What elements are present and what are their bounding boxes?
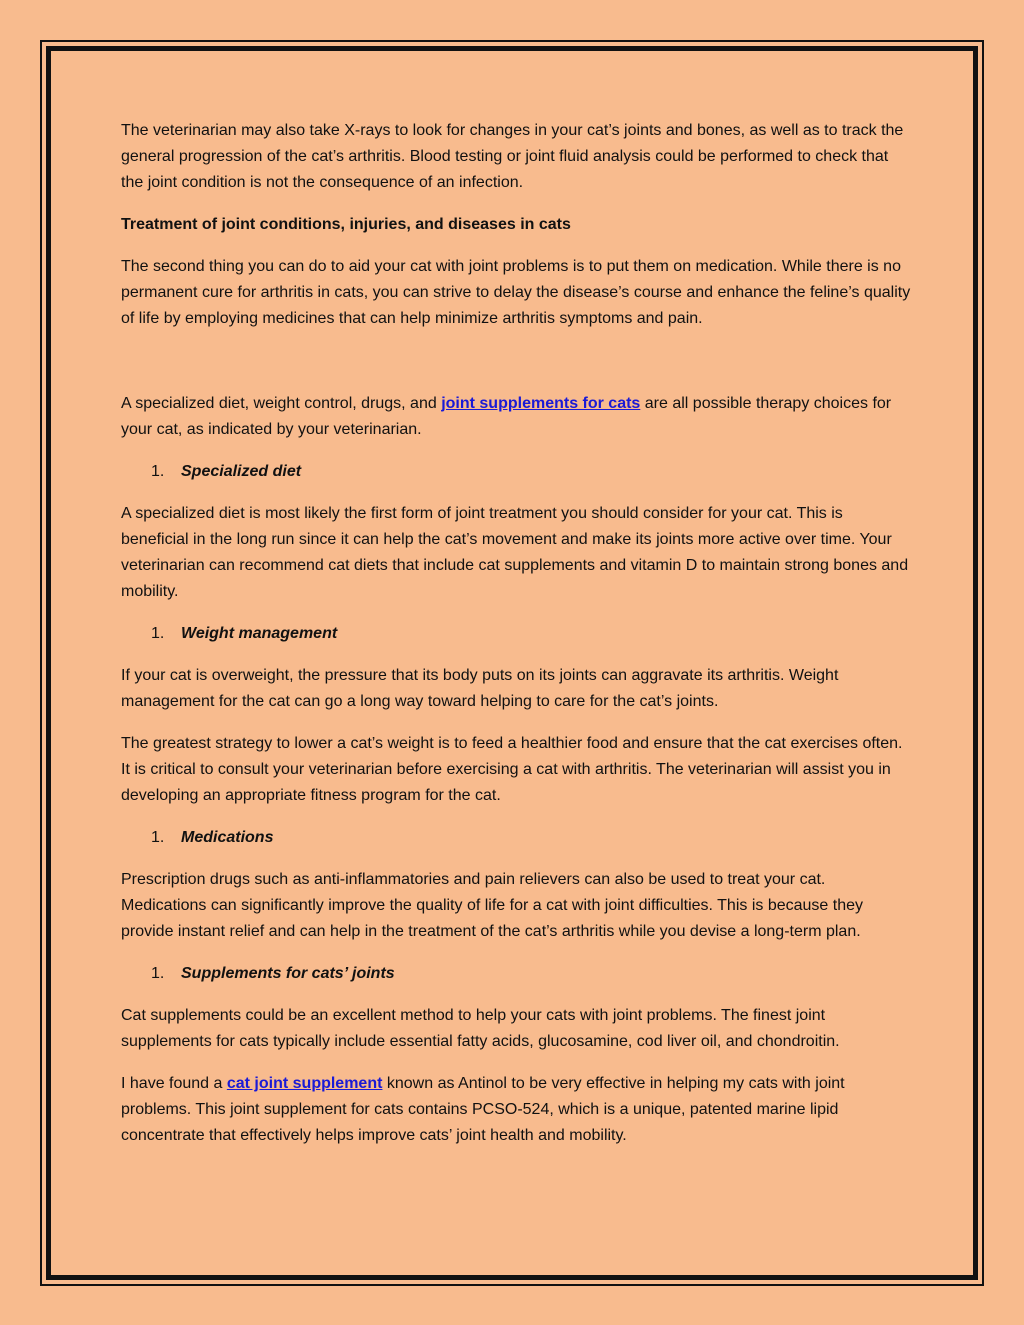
list-number: 1. [151,965,165,982]
document-body [121,118,911,1165]
antinol-text-before: I have found a [121,1075,227,1092]
paragraph-antinol [121,1071,911,1149]
paragraph-therapy-choices [121,391,911,443]
list-label: Specialized diet [181,463,302,480]
list-number: 1. [151,463,165,480]
antinol-text-after: known as Antinol to be very effective in helping my cats with joint problems. This joint supplement for cats contains PCSO-524, which is a unique, patented marine lipid concentrate that effectively helps improve cats’ joint health and mobility. [121,1075,845,1144]
list-item-medications [121,825,911,851]
list-item-supplements [121,961,911,987]
list-item-specialized-diet [121,459,911,485]
joint-supplements-link[interactable]: joint supplements for cats [441,395,641,412]
list-label: Supplements for cats’ joints [181,965,395,982]
list-number: 1. [151,829,165,846]
list-item-weight-management [121,621,911,647]
paragraph-overweight: If your cat is overweight, the pressure that its body puts on its joints can aggravate its arthritis. Weight management for the cat can go a long way toward helping to care for the cat’s joints. [121,667,839,710]
paragraph-weight-strategy: The greatest strategy to lower a cat’s weight is to feed a healthier food and ensure that the cat exercises often. It is critical to consult your veterinarian before exercising a cat with arthritis. The veterinarian will assist you in developing an appropriate fitness program for the cat. [121,735,903,804]
list-number: 1. [151,625,165,642]
paragraph-specialized-diet: A specialized diet is most likely the first form of joint treatment you should consider for your cat. This is beneficial in the long run since it can help the cat’s movement and make its joints more active over time. Your veterinarian can recommend cat diets that include cat supplements and vitamin D to maintain strong bones and mobility. [121,505,909,600]
section-heading-treatment: Treatment of joint conditions, injuries, and diseases in cats [121,216,571,233]
paragraph-xrays: The veterinarian may also take X-rays to look for changes in your cat’s joints and bones, as well as to track the general progression of the cat’s arthritis. Blood testing or joint fluid analysis could be performed to check that the joint condition is not the consequence of an infection. [121,122,904,191]
therapy-text-before: A specialized diet, weight control, drugs, and [121,395,442,412]
cat-joint-supplement-link[interactable]: cat joint supplement [226,1075,383,1092]
paragraph-cat-supplements: Cat supplements could be an excellent method to help your cats with joint problems. The finest joint supplements for cats typically include essential fatty acids, glucosamine, cod liver oil, and chondroitin. [121,1007,840,1050]
blank-spacer [121,348,911,391]
list-label: Medications [181,829,274,846]
list-label: Weight management [181,625,338,642]
paragraph-medication-intro: The second thing you can do to aid your cat with joint problems is to put them on medication. While there is no permanent cure for arthritis in cats, you can strive to delay the disease’s course and enhance the feline’s quality of life by employing medicines that can help minimize arthritis symptoms and pain. [121,258,911,327]
therapy-text-after: are all possible therapy choices for your cat, as indicated by your veterinarian. [121,395,892,438]
paragraph-prescription-drugs: Prescription drugs such as anti-inflammatories and pain relievers can also be used to treat your cat. Medications can significantly improve the quality of life for a cat with joint difficulties. This is because they provide instant relief and can help in the treatment of the cat’s arthritis while you devise a long-term plan. [121,871,863,940]
